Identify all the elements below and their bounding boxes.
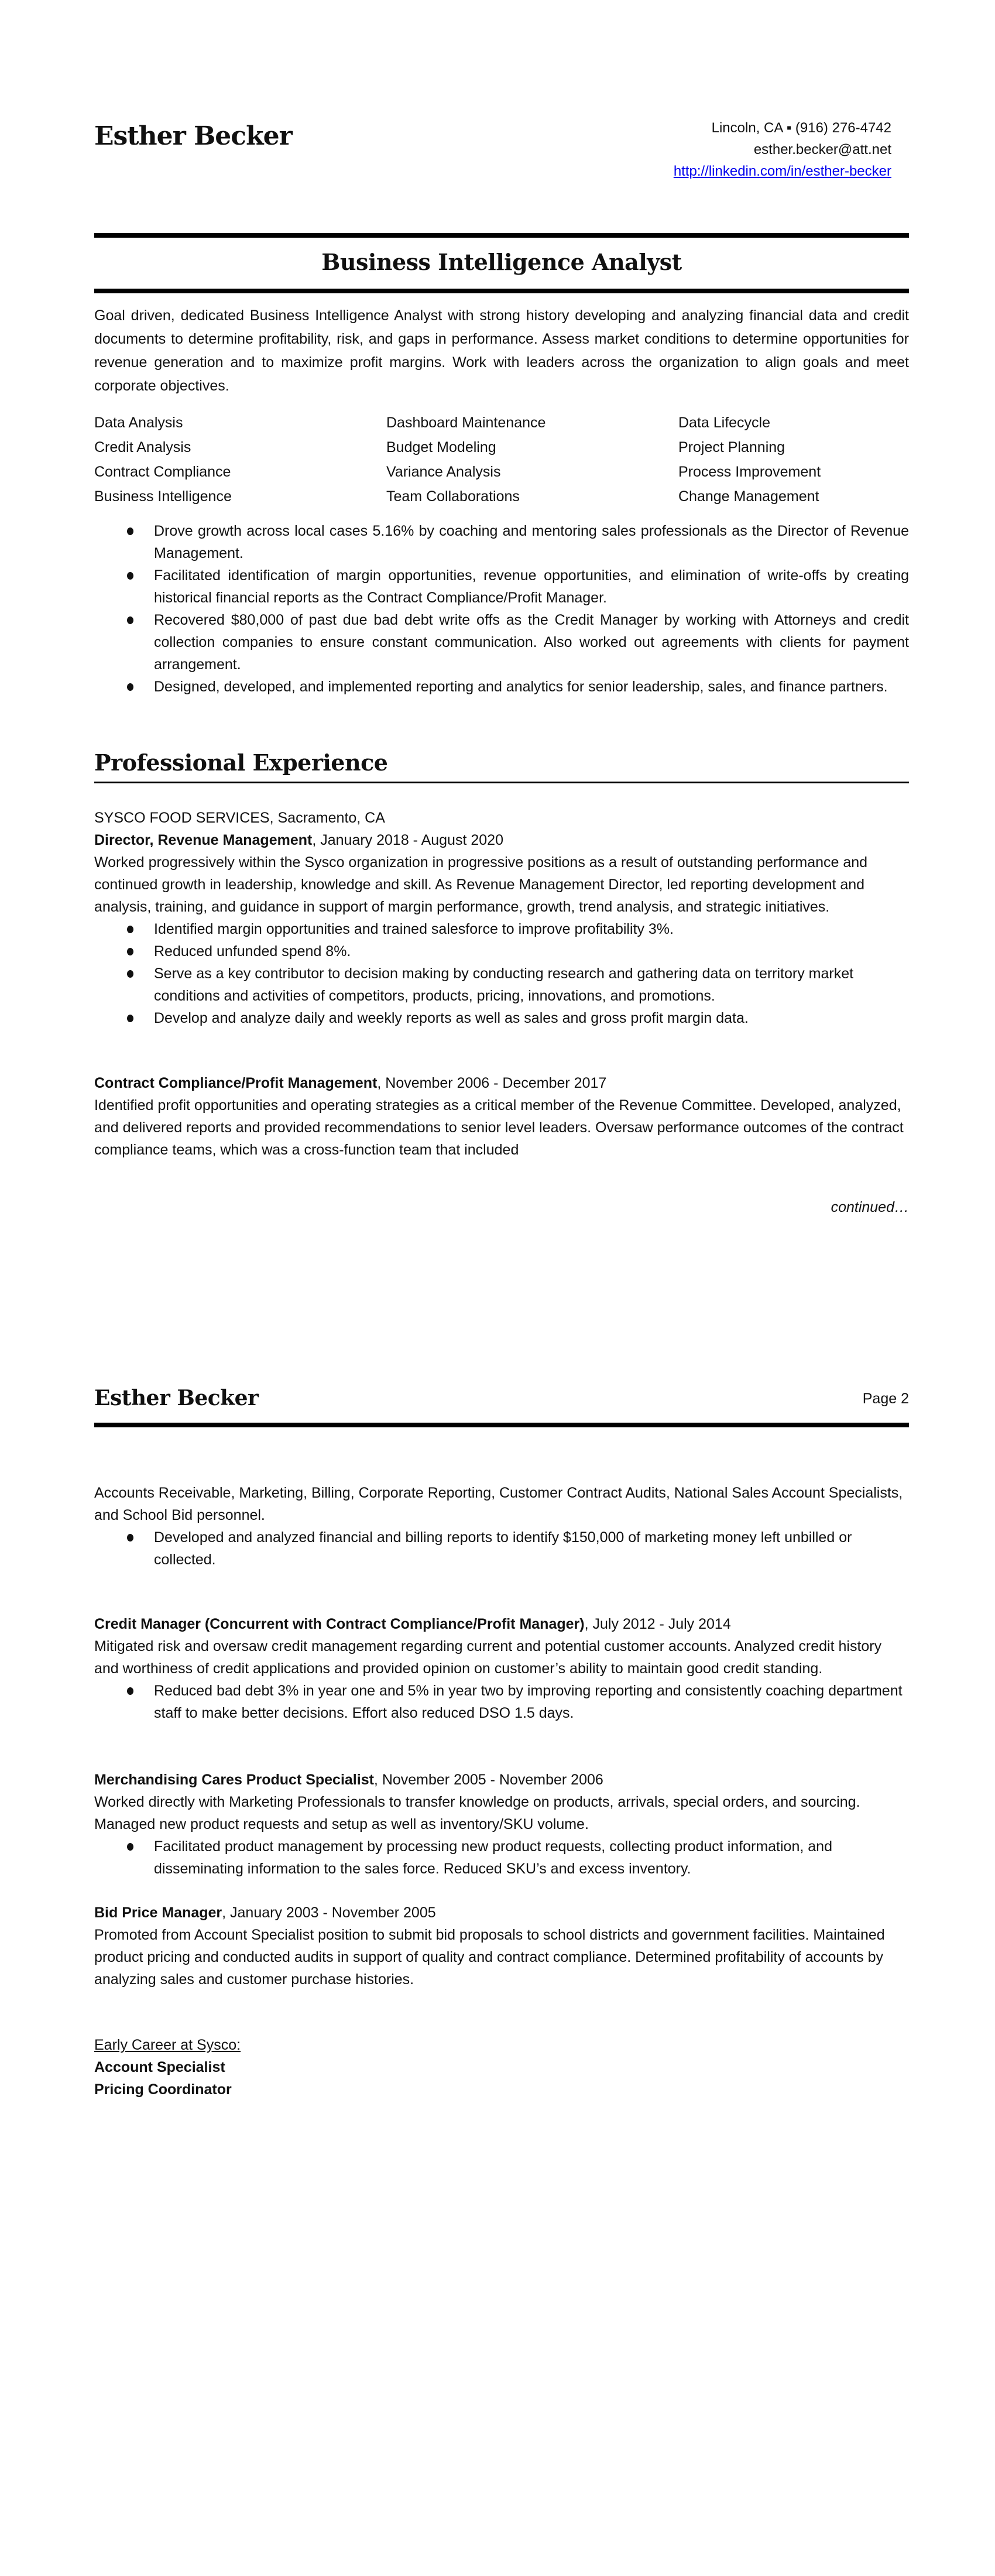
bullet-icon bbox=[127, 948, 133, 955]
bullet-icon bbox=[127, 970, 133, 978]
job-bullets bbox=[94, 918, 909, 1029]
section-rule bbox=[94, 782, 909, 783]
list-item: Drove growth across local cases 5.16% by coaching and mentoring sales professionals as the Director of Revenue Management. bbox=[94, 520, 909, 564]
job-dates: , January 2018 - August 2020 bbox=[312, 832, 503, 848]
early-career-label: Early Career at Sysco: bbox=[94, 2037, 241, 2053]
bullet-icon bbox=[127, 1534, 133, 1542]
skill: Process Improvement bbox=[678, 464, 821, 480]
job-description: Accounts Receivable, Marketing, Billing, Corporate Reporting, Customer Contract Audits, National Sales Account Specialists, and School Bid personnel. bbox=[94, 1485, 903, 1523]
linkedin-link[interactable]: http://linkedin.com/in/esther-becker bbox=[673, 163, 891, 179]
job-role: Director, Revenue Management bbox=[94, 832, 313, 848]
bullet-icon bbox=[127, 1843, 133, 1851]
bullet-icon bbox=[127, 926, 133, 933]
job-role: Merchandising Cares Product Specialist bbox=[94, 1772, 374, 1788]
email: esther.becker@att.net bbox=[753, 142, 891, 157]
experience-page1 bbox=[94, 807, 909, 1029]
early-career bbox=[94, 2034, 909, 2101]
bullet-icon bbox=[127, 616, 133, 624]
early-role: Pricing Coordinator bbox=[94, 2081, 232, 2098]
page-number: Page 2 bbox=[862, 1390, 909, 1407]
location-phone: Lincoln, CA ▪ (916) 276-4742 bbox=[711, 120, 891, 136]
skill: Team Collaborations bbox=[386, 488, 520, 505]
job-role: Contract Compliance/Profit Management bbox=[94, 1075, 378, 1091]
job-description: Worked progressively within the Sysco organization in progressive positions as a result of outstanding performance and continued growth in leadership, knowledge and skill. As Revenue Management Director, led reporting development and analysis, training, and guidance in support of margin performance, growth, trend analysis, and strategic initiatives. bbox=[94, 854, 868, 915]
skill: Data Lifecycle bbox=[678, 415, 771, 431]
job-description: Promoted from Account Specialist position to submit bid proposals to school districts and government facilities. Maintained product pricing and conducted audits in support of quality and contract compliance. Determined profitability of accounts by analyzing sales and customer purchase histories. bbox=[94, 1927, 885, 1988]
job-dates: , July 2012 - July 2014 bbox=[584, 1616, 731, 1632]
job-dates: , November 2005 - November 2006 bbox=[373, 1772, 603, 1788]
highlights-list bbox=[94, 520, 909, 698]
list-item: Facilitated identification of margin opportunities, revenue opportunities, and elimination of write-offs by creating historical financial reports as the Contract Compliance/Profit Manager. bbox=[94, 564, 909, 609]
job-description: Worked directly with Marketing Professionals to transfer knowledge on products, arrivals, special orders, and sourcing. Managed new product requests and setup as well as inventory/SKU volume. bbox=[94, 1794, 860, 1832]
list-item: Recovered $80,000 of past due bad debt write offs as the Credit Manager by working with Attorneys and credit collection companies to ensure constant communication. Also worked out agreements with clients for payment arrangement. bbox=[94, 609, 909, 676]
job-compliance-part1 bbox=[94, 1072, 909, 1161]
job-merchandising bbox=[94, 1769, 909, 1880]
job-bid-price bbox=[94, 1902, 909, 1991]
job-bullets bbox=[94, 1680, 909, 1724]
skill: Variance Analysis bbox=[386, 464, 501, 480]
job-heading bbox=[94, 829, 909, 851]
job-heading bbox=[94, 1613, 909, 1635]
skill: Business Intelligence bbox=[94, 488, 232, 505]
page2-name: Esther Becker bbox=[94, 1386, 259, 1410]
job-heading bbox=[94, 1769, 909, 1791]
section-heading-experience: Professional Experience bbox=[94, 749, 388, 776]
page2-header-rule bbox=[94, 1423, 909, 1427]
contact-block bbox=[674, 117, 891, 182]
bullet-icon bbox=[127, 1687, 133, 1695]
candidate-name: Esther Becker bbox=[94, 121, 292, 151]
list-item: Develop and analyze daily and weekly reports as well as sales and gross profit margin data. bbox=[94, 1007, 909, 1029]
skill: Contract Compliance bbox=[94, 464, 231, 480]
job-heading bbox=[94, 1902, 909, 1924]
bullet-icon bbox=[127, 527, 133, 535]
list-item: Facilitated product management by processing new product requests, collecting product information, and disseminating information to the sales force. Reduced SKU’s and excess inventory. bbox=[94, 1835, 909, 1880]
list-item: Reduced unfunded spend 8%. bbox=[94, 940, 909, 962]
job-bullets bbox=[94, 1526, 909, 1571]
list-item: Reduced bad debt 3% in year one and 5% in year two by improving reporting and consistently coaching department staff to make better decisions. Effort also reduced DSO 1.5 days. bbox=[94, 1680, 909, 1724]
job-description: Mitigated risk and oversaw credit management regarding current and potential customer accounts. Analyzed credit history and worthiness of credit applications and provided opinion on customer’s ability to maintain good credit standing. bbox=[94, 1638, 882, 1677]
job-description: Identified profit opportunities and operating strategies as a critical member of the Revenue Committee. Developed, analyzed, and delivered reports and provided recommendations to senior level leaders. Oversaw performance outcomes of the contract compliance teams, which was a cross-function team that included bbox=[94, 1097, 904, 1158]
job-dates: , November 2006 - December 2017 bbox=[377, 1075, 607, 1091]
skill: Dashboard Maintenance bbox=[386, 415, 546, 431]
list-item: Developed and analyzed financial and billing reports to identify $150,000 of marketing money left unbilled or collected. bbox=[94, 1526, 909, 1571]
skill: Credit Analysis bbox=[94, 439, 191, 455]
list-item: Identified margin opportunities and trained salesforce to improve profitability 3%. bbox=[94, 918, 909, 940]
skill: Budget Modeling bbox=[386, 439, 496, 455]
list-item: Designed, developed, and implemented reporting and analytics for senior leadership, sales, and finance partners. bbox=[94, 676, 909, 698]
skills-grid bbox=[94, 412, 909, 508]
skill: Data Analysis bbox=[94, 415, 183, 431]
bullet-icon bbox=[127, 572, 133, 580]
header-rule-bottom bbox=[94, 289, 909, 293]
skill: Change Management bbox=[678, 488, 819, 505]
list-item: Serve as a key contributor to decision making by conducting research and gathering data on territory market conditions and activities of competitors, products, pricing, innovations, and promotions. bbox=[94, 962, 909, 1007]
bullet-icon bbox=[127, 1015, 133, 1022]
job-role: Credit Manager (Concurrent with Contract Compliance/Profit Manager) bbox=[94, 1616, 585, 1632]
job-compliance-part2 bbox=[94, 1482, 909, 1571]
job-credit-manager bbox=[94, 1613, 909, 1724]
continued-note: continued… bbox=[831, 1199, 909, 1215]
bullet-icon bbox=[127, 683, 133, 691]
job-role: Bid Price Manager bbox=[94, 1904, 222, 1921]
early-role: Account Specialist bbox=[94, 2059, 225, 2075]
job-bullets bbox=[94, 1835, 909, 1880]
job-title: Business Intelligence Analyst bbox=[321, 249, 682, 275]
header-rule-top bbox=[94, 233, 909, 238]
skill: Project Planning bbox=[678, 439, 785, 455]
company: SYSCO FOOD SERVICES, Sacramento, CA bbox=[94, 810, 385, 826]
job-heading bbox=[94, 1072, 909, 1094]
summary: Goal driven, dedicated Business Intelligence Analyst with strong history developing and analyzing financial data and credit documents to determine profitability, risk, and gaps in performance. Assess market conditions to determine opportunities for revenue generation and to maximize profit margins. Work with leaders across the organization to align goals and meet corporate objectives. bbox=[94, 307, 909, 394]
job-dates: , January 2003 - November 2005 bbox=[222, 1904, 436, 1921]
